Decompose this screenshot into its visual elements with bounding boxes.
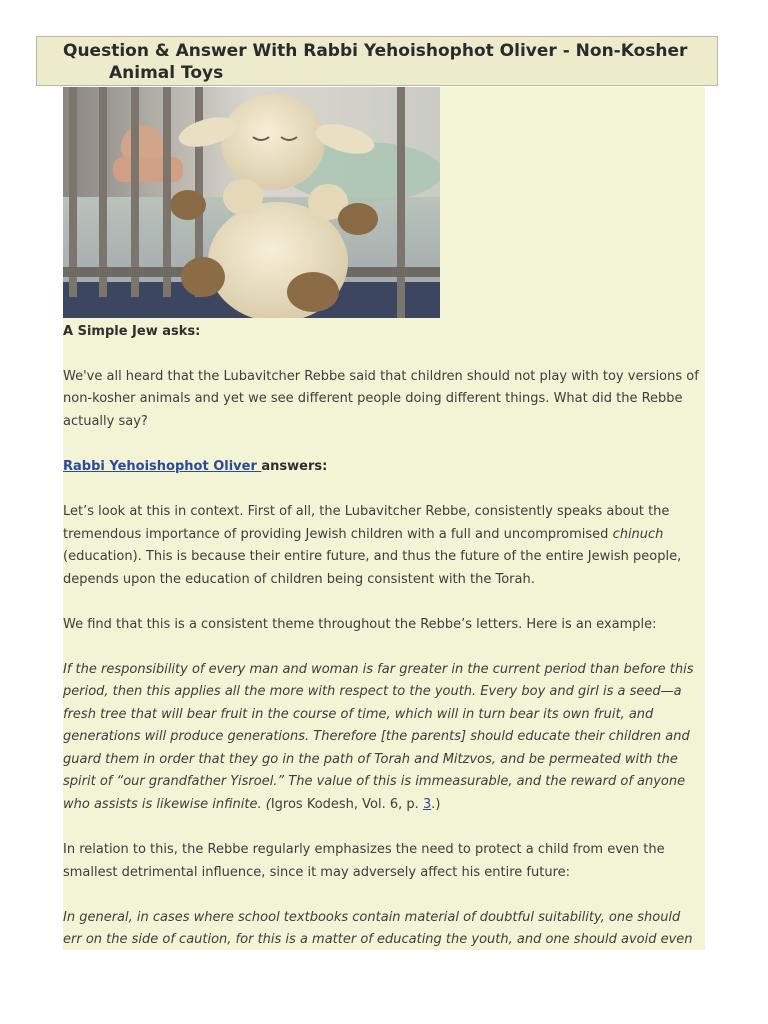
citation-text: Igros Kodesh, Vol. 6, p.: [270, 797, 423, 812]
quote1-line-6: spirit of “our grandfather Yisroel.” The value of this is immeasurable, and the reward of anyone: [63, 774, 686, 789]
answer-heading-suffix: answers:: [261, 459, 328, 474]
para2-line-1: We find that this is a consistent theme throughout the Rebbe’s letters. Here is an example:: [63, 617, 657, 632]
page-title-continuation: Animal Toys: [109, 63, 224, 83]
para1-line-4: depends upon the education of children being consistent with the Torah.: [63, 572, 535, 587]
answer-heading: [63, 456, 327, 479]
para1-line-1: Let’s look at this in context. First of all, the Lubavitcher Rebbe, consistently speaks about the: [63, 504, 670, 519]
photo-illustration: [63, 87, 440, 318]
article-body: [63, 87, 705, 950]
question-line-3: actually say?: [63, 414, 148, 429]
para3-line-1: In relation to this, the Rebbe regularly emphasizes the need to protect a child from even the: [63, 842, 665, 857]
question-heading: A Simple Jew asks:: [63, 324, 201, 339]
chinuch-term: chinuch: [612, 527, 664, 542]
para1-line-3: (education). This is because their entire future, and thus the future of the entire Jewish people,: [63, 549, 682, 564]
quote1-last-text: who assists is likewise infinite. (: [63, 797, 271, 812]
quote1-line-2: period, then this applies all the more with respect to the youth. Every boy and girl is a seed—a: [63, 684, 682, 699]
question-line-2: non-kosher animals and yet we see different people doing different things. What did the Rebbe: [63, 391, 683, 406]
citation-page-link[interactable]: 3: [422, 797, 432, 812]
quote1-line-4: generations will produce generations. Therefore [the parents] should educate their children and: [63, 729, 690, 744]
quote1-line-5: guard them in order that they go in the path of Torah and Mitzvos, and be permeated with the: [63, 752, 678, 767]
quote1-line-3: fresh tree that will bear fruit in the course of time, which will in turn bear its own fruit, and: [63, 707, 654, 722]
citation-end: .): [431, 797, 441, 812]
para1-line-2: [63, 524, 663, 547]
para3-line-2: smallest detrimental influence, since it may adversely affect his entire future:: [63, 865, 571, 880]
quote2-line-1: In general, in cases where school textbooks contain material of doubtful suitability, one should: [63, 910, 681, 925]
para1-line-2-text: tremendous importance of providing Jewish children with a full and uncompromised: [63, 527, 613, 542]
question-line-1: We've all heard that the Lubavitcher Rebbe said that children should not play with toy versions of: [63, 369, 699, 384]
page-title: Question & Answer With Rabbi Yehoishophot Oliver - Non-Kosher: [63, 41, 688, 61]
title-banner: [36, 36, 718, 86]
plush-lamb-in-crib-photo: [63, 87, 440, 318]
quote1-line-7: [63, 794, 440, 817]
quote2-line-2: err on the side of caution, for this is a matter of educating the youth, and one should avoid even: [63, 932, 693, 947]
quote1-line-1: If the responsibility of every man and woman is far greater in the current period than before this: [63, 662, 694, 677]
rabbi-name-link[interactable]: Rabbi Yehoishophot Oliver: [63, 459, 262, 474]
